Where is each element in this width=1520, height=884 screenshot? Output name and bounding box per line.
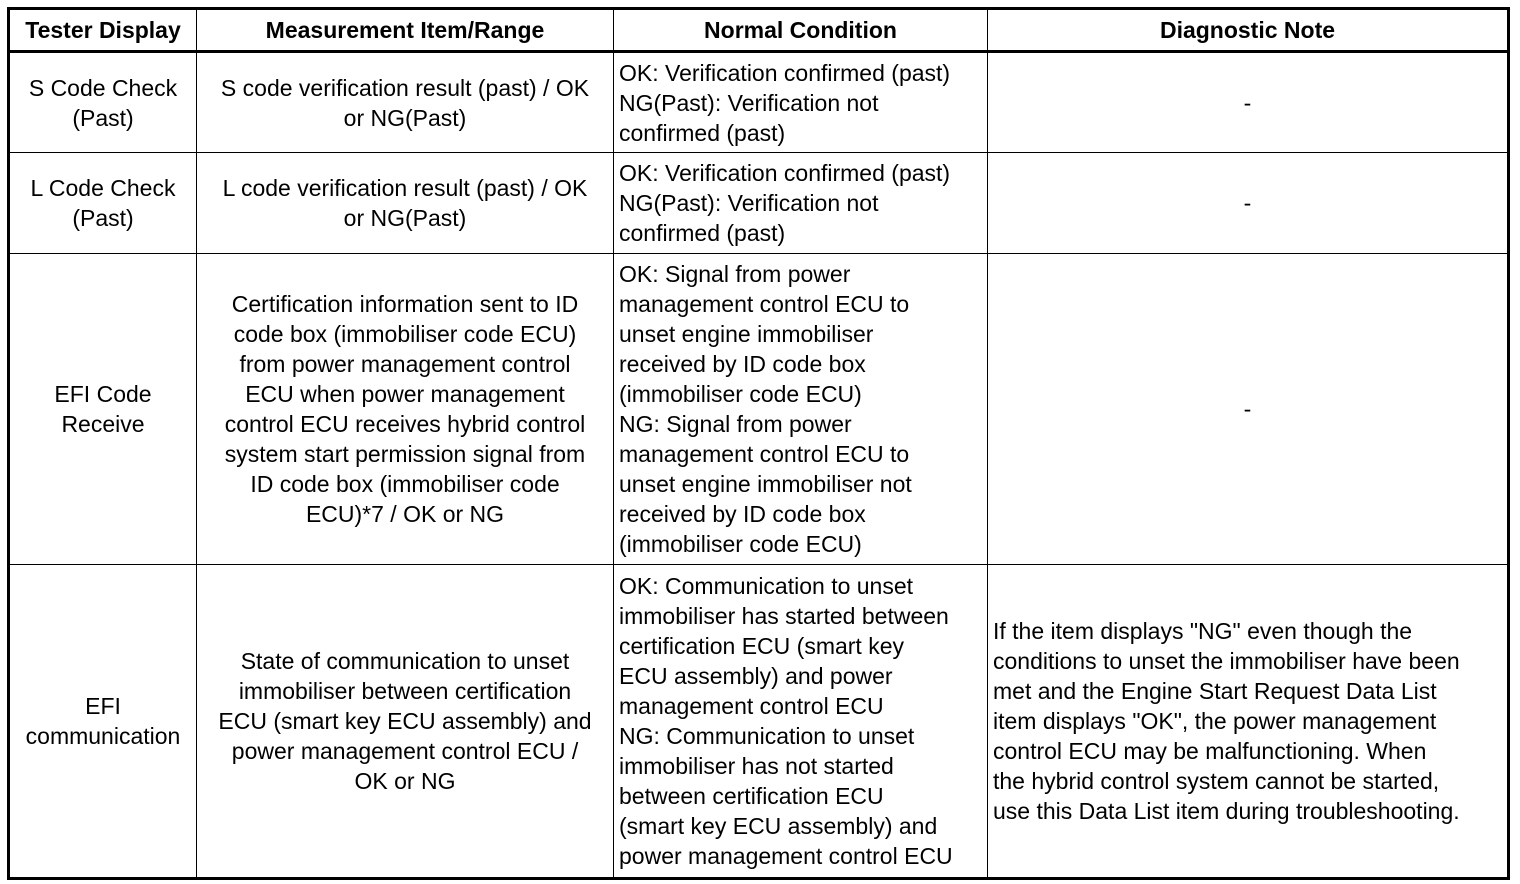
table-row	[9, 254, 1509, 565]
measurement-cell: Certification information sent to ID code box (immobiliser code ECU) from power management control ECU when power management control ECU receives hybrid control system start permission signal from ID code box (immobiliser code ECU)*7 / OK or NG	[197, 254, 614, 565]
table-header-row	[9, 9, 1509, 52]
diagnostic-note-cell: -	[988, 254, 1509, 565]
diagnostic-note-cell: -	[988, 52, 1509, 153]
table-row	[9, 153, 1509, 254]
tester-display-cell: EFI Code Receive	[9, 254, 197, 565]
measurement-cell: L code verification result (past) / OK or NG(Past)	[197, 153, 614, 254]
normal-condition-cell: OK: Verification confirmed (past) NG(Past): Verification not confirmed (past)	[614, 52, 988, 153]
tester-display-cell: EFI communication	[9, 565, 197, 879]
normal-condition-cell: OK: Verification confirmed (past) NG(Past): Verification not confirmed (past)	[614, 153, 988, 254]
header-measurement-item-range: Measurement Item/Range	[197, 9, 614, 52]
header-diagnostic-note: Diagnostic Note	[988, 9, 1509, 52]
tester-display-cell: L Code Check (Past)	[9, 153, 197, 254]
measurement-cell: S code verification result (past) / OK or NG(Past)	[197, 52, 614, 153]
data-list-table	[7, 7, 1510, 880]
table-row	[9, 565, 1509, 879]
table-row	[9, 52, 1509, 153]
measurement-cell: State of communication to unset immobiliser between certification ECU (smart key ECU assembly) and power management control ECU / OK or NG	[197, 565, 614, 879]
normal-condition-cell: OK: Communication to unset immobiliser has started between certification ECU (smart key ECU assembly) and power management control ECU NG: Communication to unset immobiliser has not started between certification ECU (smart key ECU assembly) and power management control ECU	[614, 565, 988, 879]
diagnostic-note-cell: If the item displays "NG" even though the conditions to unset the immobiliser have been met and the Engine Start Request Data List item displays "OK", the power management control ECU may be malfunctioning. When the hybrid control system cannot be started, use this Data List item during troubleshooting.	[988, 565, 1509, 879]
header-tester-display: Tester Display	[9, 9, 197, 52]
tester-display-cell: S Code Check (Past)	[9, 52, 197, 153]
normal-condition-cell: OK: Signal from power management control ECU to unset engine immobiliser received by ID code box (immobiliser code ECU) NG: Signal from power management control ECU to unset engine immobiliser not received by ID code box (immobiliser code ECU)	[614, 254, 988, 565]
diagnostic-note-cell: -	[988, 153, 1509, 254]
header-normal-condition: Normal Condition	[614, 9, 988, 52]
